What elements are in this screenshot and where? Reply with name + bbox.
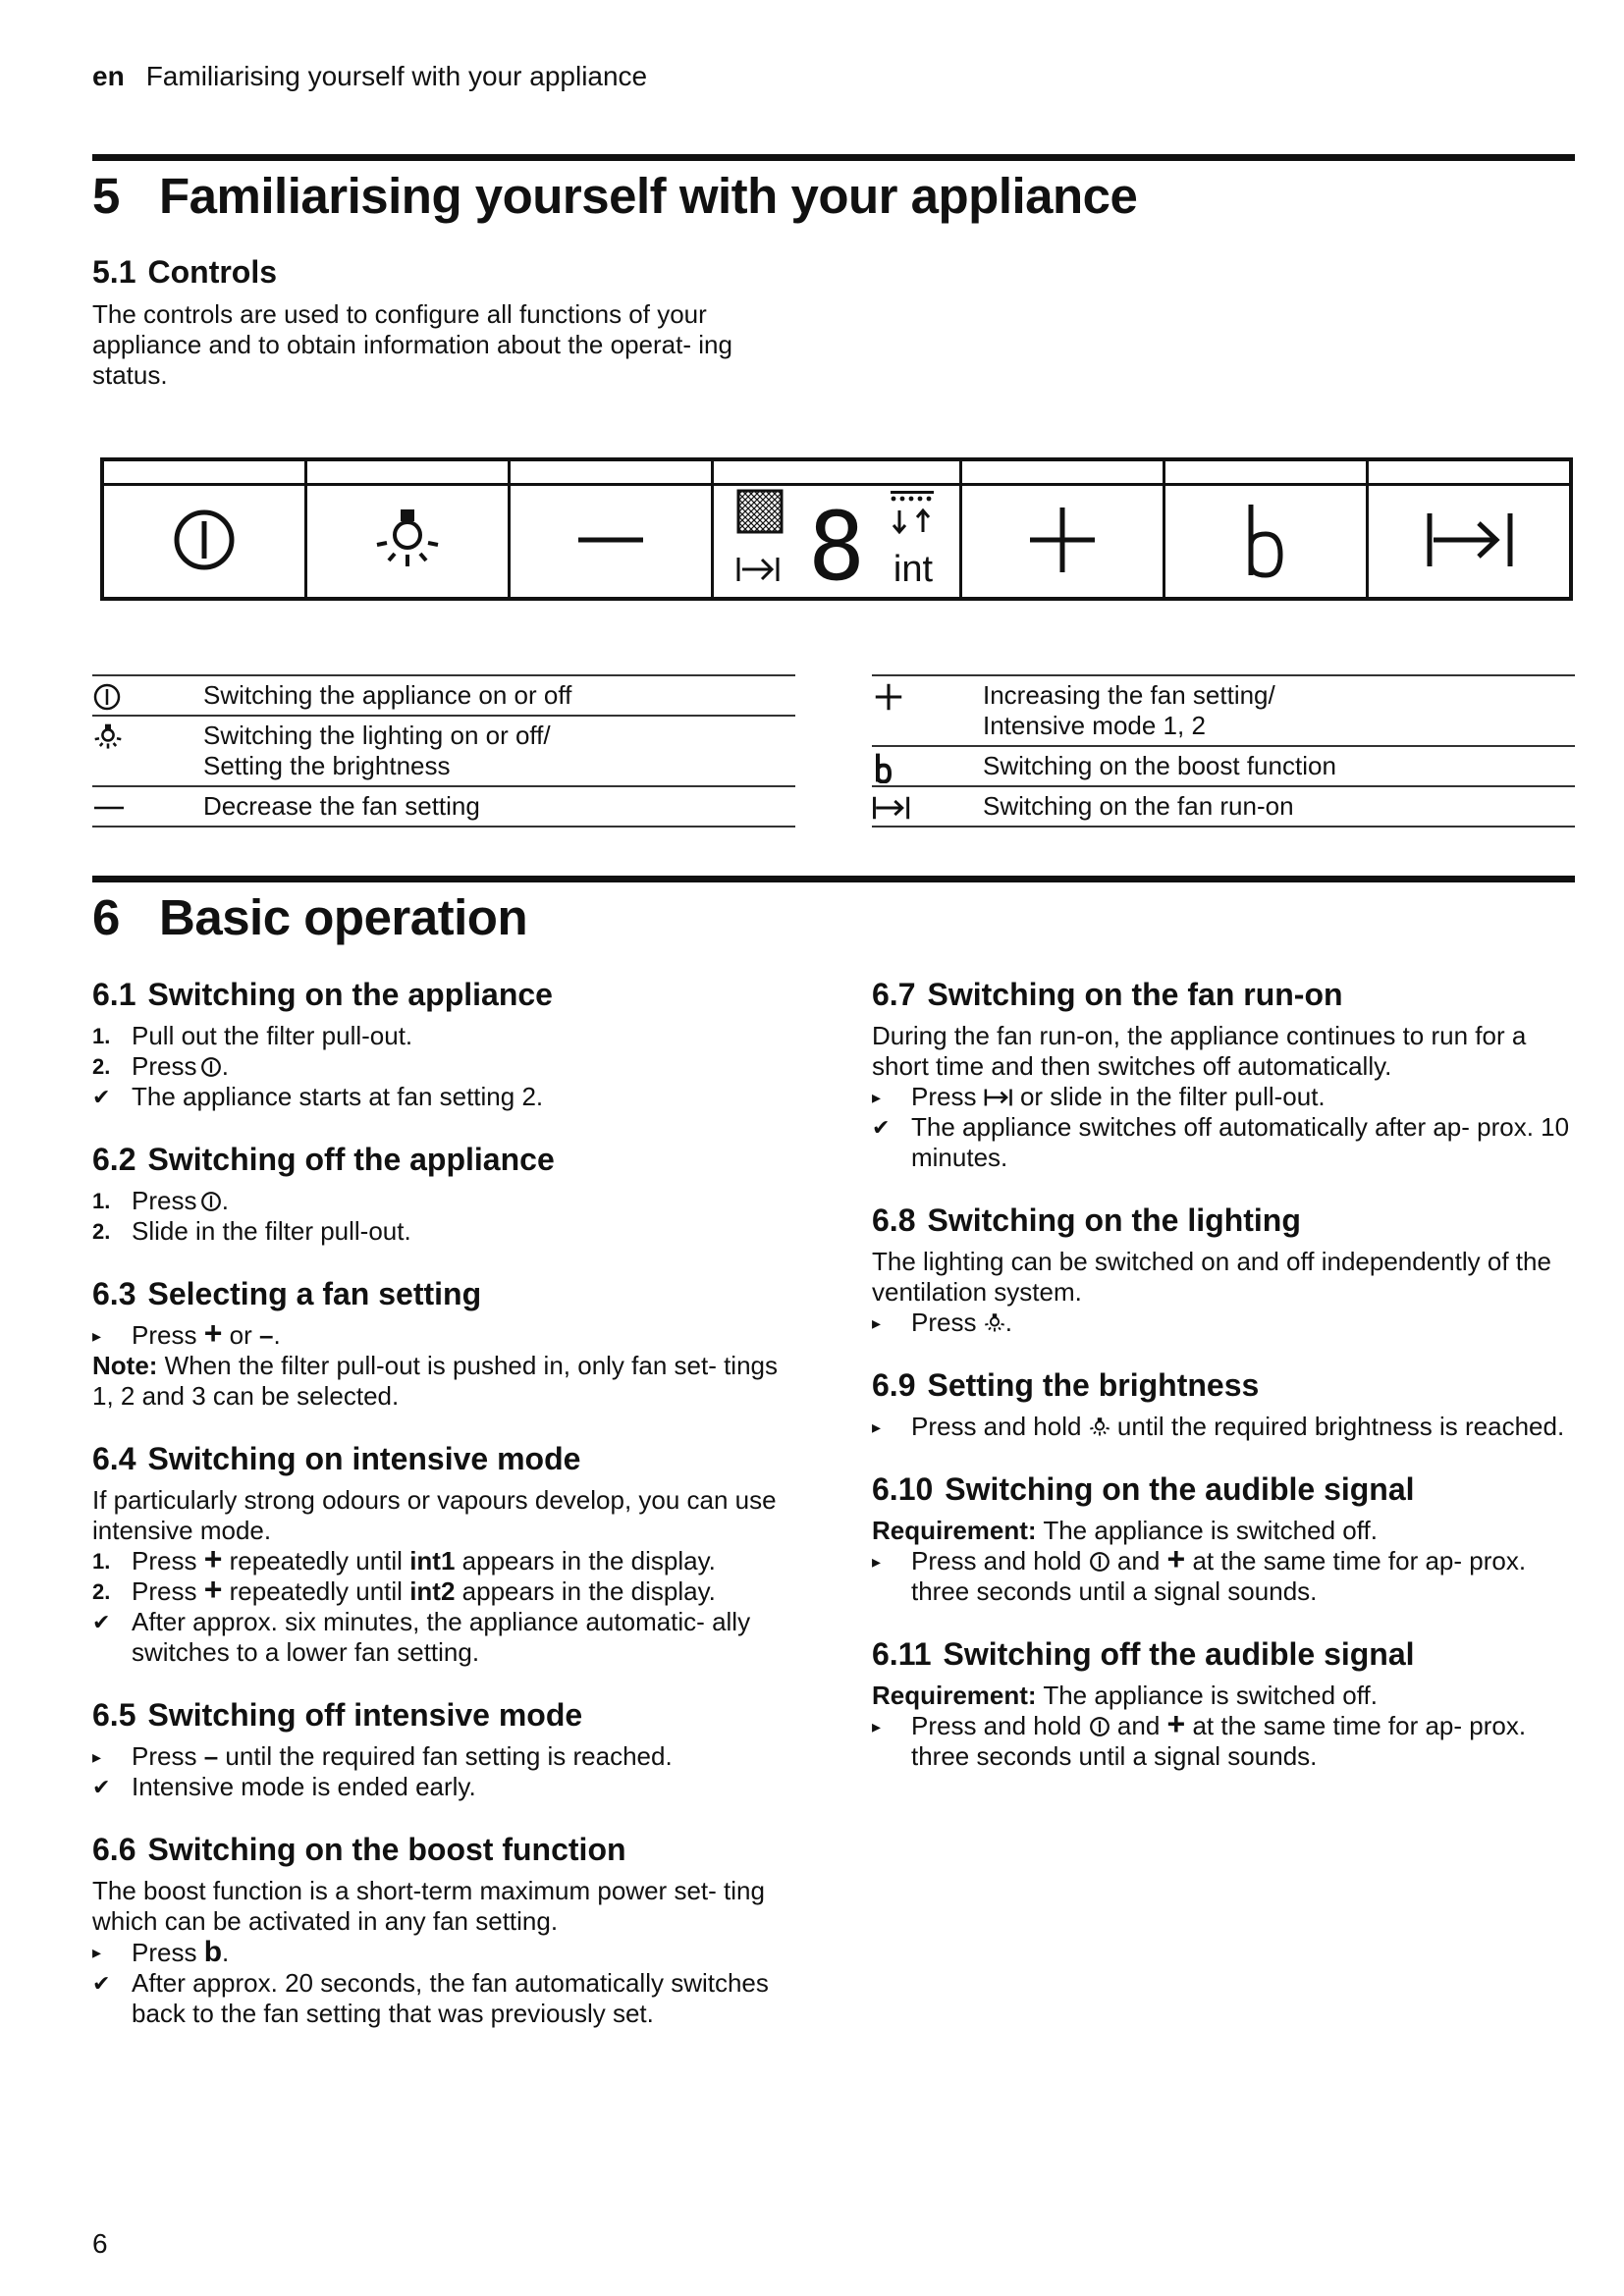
light-icon	[373, 506, 442, 574]
action: ▸ Press and hold until the required brightness is reached.	[872, 1412, 1565, 1441]
section-heading: 6.3 Selecting a fan setting	[92, 1276, 482, 1311]
section-heading: 6.9 Setting the brightness	[872, 1367, 1260, 1403]
panel-plus-button[interactable]	[962, 461, 1165, 597]
minus-icon: –	[258, 1320, 274, 1350]
section-heading: 6.5 Switching off intensive mode	[92, 1697, 583, 1733]
minus-icon: –	[203, 1741, 219, 1771]
section-heading: 6.2 Switching off the appliance	[92, 1142, 555, 1177]
boost-icon: b	[203, 1936, 223, 1968]
section-heading: 6.4 Switching on intensive mode	[92, 1441, 581, 1476]
section-heading: 6.1 Switching on the appliance	[92, 977, 553, 1012]
requirement: Requirement: The appliance is switched off.	[872, 1681, 1378, 1710]
step: 1. Press + repeatedly until int1 appears in the display.	[92, 1541, 716, 1576]
light-icon	[1089, 1416, 1110, 1438]
legend-left	[92, 674, 795, 828]
legend-row: Switching on the boost function	[872, 745, 1575, 785]
section-6-6: 6.6 Switching on the boost function The boost function is a short-term maximum power set- ting which can be activated in any fan setting. ▸ Press b. ✔ After approx. 20 seconds, the fan automatically switches back to the fan setting that was previously set.	[92, 1832, 795, 2029]
plus-icon	[872, 682, 911, 712]
control-panel	[100, 457, 1573, 601]
arrow-icon: ▸	[92, 1326, 102, 1346]
runon-icon	[1424, 506, 1518, 574]
note: Note: When the filter pull-out is pushed in, only fan set- tings 1, 2 and 3 can be selected.	[92, 1351, 779, 1411]
section-heading: 6.6 Switching on the boost function	[92, 1832, 626, 1867]
legend-row: Switching the lighting on or off/ Setting the brightness	[92, 715, 795, 785]
legend-row: Increasing the fan setting/ Intensive mode 1, 2	[872, 674, 1575, 745]
power-icon	[1089, 1551, 1110, 1573]
section-6-9	[872, 1367, 1575, 1442]
action: ▸ Press or slide in the filter pull-out.	[872, 1082, 1326, 1111]
display-digit: 8	[808, 492, 865, 595]
step: 1. Pull out the filter pull-out.	[92, 1021, 413, 1050]
section-6-8: 6.8 Switching on the lighting The lighting can be switched on and off independently of the ventilation system. ▸ Press .	[872, 1202, 1575, 1338]
plus-icon	[1028, 506, 1097, 574]
runon-icon	[984, 1087, 1013, 1108]
section-6-3	[92, 1276, 795, 1412]
check-icon: ✔	[92, 1971, 111, 1996]
section-6-4: 6.4 Switching on intensive mode If particularly strong odours or vapours develop, you can use intensive mode. 1. Press + repeatedly until int1 appears in the display. 2. Press + repeatedly until int2 appears in the display. ✔ After approx. six minutes, the appliance automatic- ally switches to a lower fan setting.	[92, 1441, 795, 1668]
section-6-10	[872, 1471, 1575, 1607]
arrow-icon: ▸	[872, 1313, 882, 1333]
action: ▸ Press – until the required fan setting is reached.	[92, 1741, 673, 1771]
result: ✔ After approx. 20 seconds, the fan automatically switches back to the fan setting that was previously set.	[92, 1968, 769, 2028]
controls-intro: The controls are used to configure all functions of your appliance and to obtain information about the operat- ing status.	[92, 299, 732, 390]
minus-icon	[92, 793, 132, 823]
step: 2. Press + repeatedly until int2 appears in the display.	[92, 1572, 716, 1607]
section-6-1	[92, 977, 795, 1112]
plus-icon: +	[203, 1315, 223, 1351]
boost-icon	[1241, 501, 1290, 579]
action: ▸ Press and hold and + at the same time for ap- prox. three seconds until a signal sounds.	[872, 1541, 1527, 1606]
power-icon	[200, 1191, 222, 1212]
left-column	[92, 977, 795, 2058]
panel-runon-button[interactable]	[1369, 461, 1573, 597]
power-icon	[1089, 1716, 1110, 1737]
display-code: int1	[409, 1546, 456, 1575]
action: ▸ Press b.	[92, 1936, 230, 1968]
boost-icon	[872, 753, 911, 782]
section-5-1-heading: 5.1 Controls	[92, 254, 278, 290]
display-int-label: int	[893, 549, 934, 590]
requirement: Requirement: The appliance is switched off.	[872, 1516, 1378, 1545]
arrow-icon: ▸	[92, 1943, 102, 1962]
result: ✔ Intensive mode is ended early.	[92, 1772, 476, 1801]
result: ✔ The appliance switches off automatically after ap- prox. 10 minutes.	[872, 1112, 1570, 1172]
panel-light-button[interactable]	[307, 461, 511, 597]
panel-power-button[interactable]	[104, 461, 307, 597]
check-icon: ✔	[92, 1775, 111, 1799]
arrow-icon: ▸	[872, 1552, 882, 1572]
result: ✔ After approx. six minutes, the appliance automatic- ally switches to a lower fan setting.	[92, 1607, 751, 1667]
language-code: en	[92, 61, 125, 91]
section-6-11	[872, 1636, 1575, 1772]
runon-icon	[872, 793, 911, 823]
plus-icon: +	[1166, 1706, 1186, 1741]
power-icon	[172, 507, 237, 572]
plus-icon: +	[203, 1541, 223, 1576]
running-header	[92, 61, 647, 92]
panel-boost-button[interactable]	[1165, 461, 1369, 597]
section-heading: 6.8 Switching on the lighting	[872, 1202, 1301, 1238]
legend-row: Switching on the fan run-on	[872, 785, 1575, 828]
panel-minus-button[interactable]	[511, 461, 714, 597]
section-heading: 6.10 Switching on the audible signal	[872, 1471, 1415, 1507]
action: ▸ Press and hold and + at the same time for ap- prox. three seconds until a signal sounds.	[872, 1706, 1527, 1771]
arrow-icon: ▸	[92, 1747, 102, 1767]
panel-display	[714, 461, 962, 597]
action: ▸ Press .	[872, 1308, 1012, 1337]
plus-icon: +	[203, 1572, 223, 1607]
step: 2. Slide in the filter pull-out.	[92, 1216, 411, 1246]
chapter-rule	[92, 154, 1575, 161]
section-heading: 6.7 Switching on the fan run-on	[872, 977, 1343, 1012]
legend-row: Decrease the fan setting	[92, 785, 795, 828]
light-icon	[984, 1312, 1005, 1334]
section-6-7: 6.7 Switching on the fan run-on During the fan run-on, the appliance continues to run for a short time and then switches off automatically. ▸ Press or slide in the filter pull-out. ✔ The appliance switches off automatically after ap- prox. 10 minutes.	[872, 977, 1575, 1173]
step: 1. Press .	[92, 1186, 229, 1215]
plus-icon: +	[1166, 1541, 1186, 1576]
minus-icon	[576, 530, 645, 550]
section-6-5	[92, 1697, 795, 1802]
display-icon	[719, 485, 954, 595]
section-6-2	[92, 1142, 795, 1247]
check-icon: ✔	[92, 1085, 111, 1109]
legend-row: Switching the appliance on or off	[92, 674, 795, 715]
check-icon: ✔	[92, 1610, 111, 1634]
legend-right	[872, 674, 1575, 828]
action: ▸ Press + or –.	[92, 1315, 281, 1351]
chapter-5-heading: 5 Familiarising yourself with your appliance	[92, 168, 1138, 224]
check-icon: ✔	[872, 1115, 891, 1140]
right-column	[872, 977, 1575, 1801]
arrow-icon: ▸	[872, 1417, 882, 1437]
power-icon	[92, 682, 132, 712]
running-header-title: Familiarising yourself with your appliance	[145, 61, 648, 91]
result: ✔ The appliance starts at fan setting 2.	[92, 1082, 544, 1111]
chapter-6-heading: 6 Basic operation	[92, 889, 528, 945]
page-number: 6	[92, 2228, 108, 2259]
display-code: int2	[409, 1576, 456, 1606]
step: 2. Press .	[92, 1051, 229, 1081]
arrow-icon: ▸	[872, 1717, 882, 1736]
light-icon	[92, 722, 132, 752]
chapter-rule	[92, 876, 1575, 882]
section-heading: 6.11 Switching off the audible signal	[872, 1636, 1415, 1672]
power-icon	[200, 1056, 222, 1078]
arrow-icon: ▸	[872, 1088, 882, 1107]
